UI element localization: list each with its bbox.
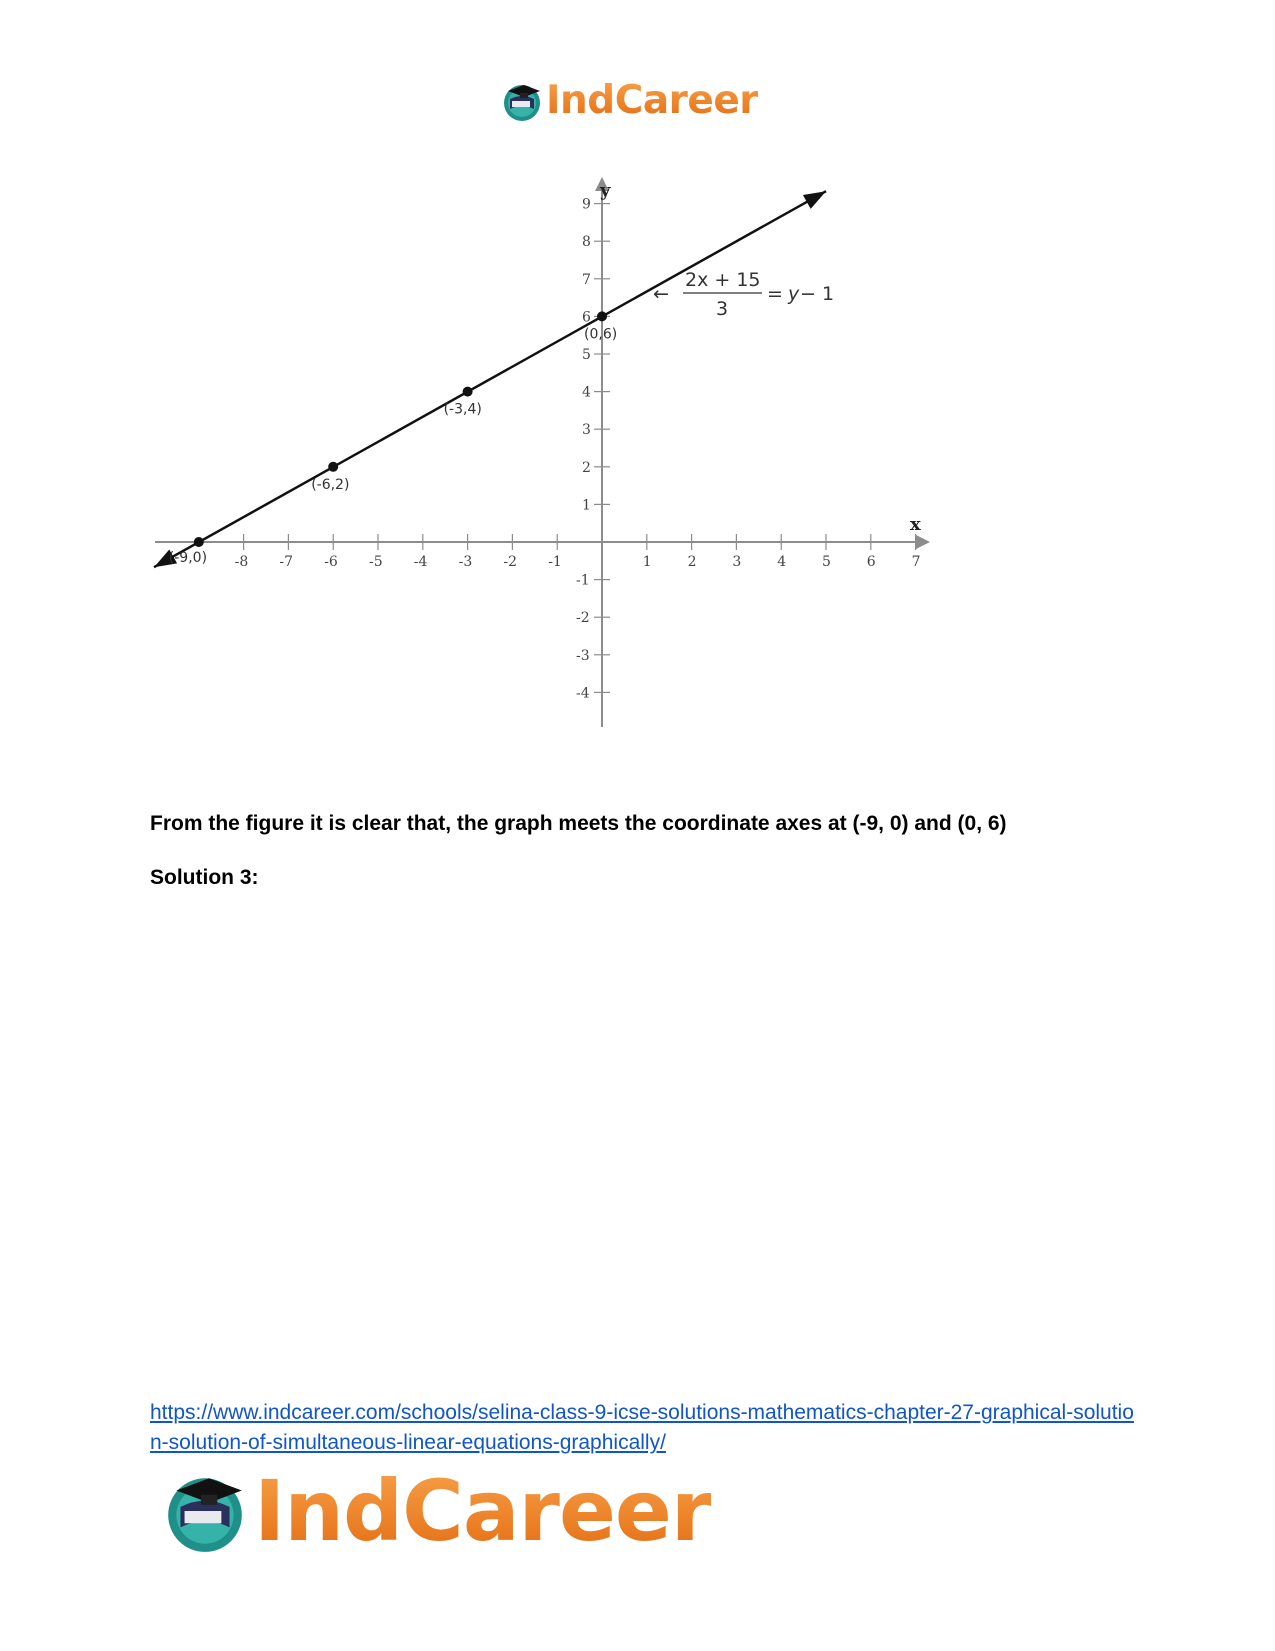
y-tick-label: -3 bbox=[576, 647, 590, 664]
series-line bbox=[154, 191, 826, 567]
x-tick-label: 7 bbox=[911, 554, 921, 570]
x-tick-label: -8 bbox=[234, 554, 249, 570]
data-point-label: (-3,4) bbox=[443, 401, 482, 418]
y-tick-label: 2 bbox=[582, 459, 591, 476]
graduation-globe-icon bbox=[160, 1466, 250, 1556]
data-point bbox=[463, 387, 473, 397]
data-point bbox=[597, 311, 607, 321]
x-tick-label: 4 bbox=[777, 554, 787, 570]
y-tick-label: -1 bbox=[576, 572, 590, 589]
graph-canvas bbox=[150, 175, 990, 775]
equation-rhs-var: y bbox=[788, 283, 800, 305]
line-arrow-end bbox=[803, 191, 826, 209]
logo-text: IndCareer bbox=[546, 78, 758, 123]
x-axis-arrow bbox=[916, 535, 930, 549]
x-axis-label: x bbox=[910, 514, 921, 535]
data-point bbox=[328, 462, 338, 472]
source-link[interactable]: https://www.indcareer.com/schools/selina-class-9-icse-solutions-mathematics-chapter-27-graphical-solution-solution-of-simultaneous-linear-equations-graphically/ bbox=[150, 1401, 1134, 1454]
graduation-globe-icon bbox=[500, 79, 544, 123]
y-tick-label: 5 bbox=[582, 347, 591, 363]
y-axis-label: y bbox=[600, 180, 611, 201]
body-paragraph-conclusion: From the figure it is clear that, the graph meets the coordinate axes at (-9, 0) and (0, 6) bbox=[150, 812, 1007, 835]
equation-equals: = bbox=[767, 283, 783, 305]
footer-logo bbox=[160, 1462, 711, 1560]
y-tick-label: -4 bbox=[576, 685, 590, 702]
y-tick-label: 3 bbox=[582, 422, 591, 439]
equation-denominator: 3 bbox=[716, 298, 729, 320]
y-tick-label: 6 bbox=[582, 309, 591, 326]
equation-annotation bbox=[653, 269, 834, 320]
data-point bbox=[194, 537, 204, 547]
header-logo bbox=[500, 78, 758, 123]
data-point-label: (0,6) bbox=[584, 326, 618, 343]
logo-text: IndCareer bbox=[254, 1462, 712, 1560]
x-tick-label: -5 bbox=[369, 554, 383, 570]
equation-rhs-rest: − 1 bbox=[800, 283, 835, 305]
y-tick-label: 1 bbox=[582, 497, 591, 514]
x-tick-label: 6 bbox=[866, 554, 876, 570]
x-tick-label: -6 bbox=[324, 554, 338, 570]
x-tick-label: -7 bbox=[279, 554, 294, 570]
y-tick-label: 9 bbox=[582, 196, 591, 213]
solution-heading: Solution 3: bbox=[150, 866, 259, 889]
x-tick-label: 3 bbox=[732, 554, 742, 570]
y-tick-label: 4 bbox=[582, 384, 591, 401]
x-tick-label: -4 bbox=[413, 554, 428, 570]
x-tick-label: -1 bbox=[548, 554, 562, 570]
x-tick-label: 2 bbox=[687, 554, 697, 570]
x-tick-label: -2 bbox=[503, 554, 518, 570]
equation-numerator: 2x + 15 bbox=[685, 269, 761, 291]
line-graph bbox=[150, 175, 990, 775]
y-tick-label: -2 bbox=[576, 610, 590, 627]
x-tick-label: 1 bbox=[642, 554, 652, 570]
equation-arrow: ← bbox=[653, 283, 669, 305]
x-tick-label: 5 bbox=[822, 554, 831, 570]
x-tick-label: -3 bbox=[458, 554, 473, 570]
y-tick-label: 8 bbox=[582, 234, 591, 251]
data-point-label: (-9,0) bbox=[168, 550, 208, 566]
y-tick-label: 7 bbox=[582, 271, 591, 288]
data-point-label: (-6,2) bbox=[311, 476, 350, 493]
